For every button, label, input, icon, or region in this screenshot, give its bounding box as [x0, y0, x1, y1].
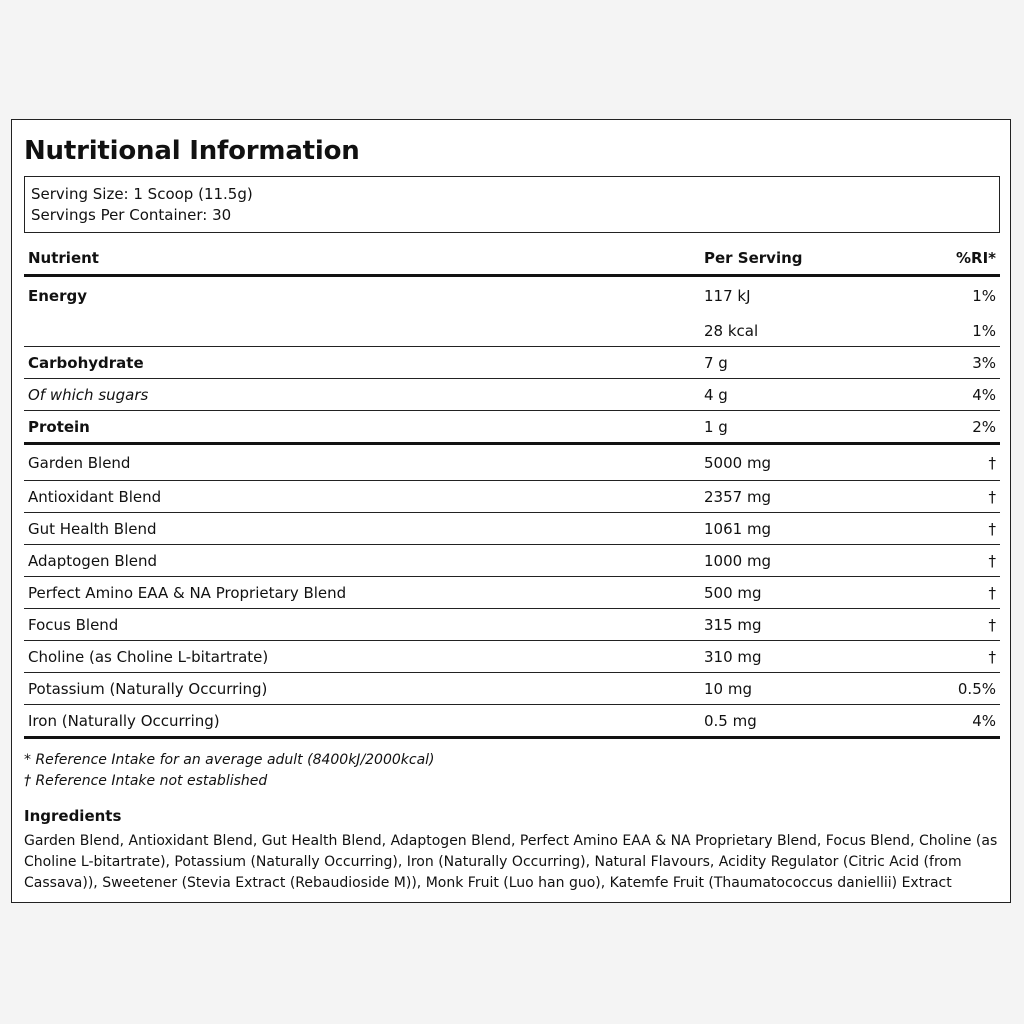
nutrient-name: Garden Blend	[24, 444, 700, 481]
nutrient-amount: 1 g	[700, 411, 908, 444]
nutrient-ri: 1%	[972, 321, 996, 340]
nutrition-label	[11, 119, 1011, 903]
footnote-dagger: † Reference Intake not established	[24, 773, 268, 789]
nutrient-ri: †	[908, 513, 1000, 545]
nutrition-table	[24, 241, 1000, 739]
nutrient-amount: 10 mg	[700, 673, 908, 705]
header-nutrient: Nutrient	[24, 241, 700, 276]
nutrient-name: Carbohydrate	[24, 347, 700, 379]
nutrient-name	[24, 315, 700, 347]
servings-per-container: Servings Per Container: 30	[31, 206, 232, 224]
table-row	[24, 609, 1000, 641]
nutrient-ri: 0.5%	[908, 673, 1000, 705]
footnote-ri: * Reference Intake for an average adult (8400kJ/2000kcal)	[24, 752, 435, 768]
table-row	[24, 379, 1000, 411]
nutrient-name: Protein	[24, 411, 700, 444]
nutrient-amount: 315 mg	[700, 609, 908, 641]
nutrient-ri: 3%	[908, 347, 1000, 379]
nutrient-name: Of which sugars	[24, 379, 700, 411]
table-row	[24, 705, 1000, 738]
nutrient-ri: †	[908, 444, 1000, 481]
nutrient-amount: 310 mg	[700, 641, 908, 673]
nutrient-name: Potassium (Naturally Occurring)	[24, 673, 700, 705]
serving-size: Serving Size: 1 Scoop (11.5g)	[31, 185, 253, 203]
nutrient-ri: †	[908, 545, 1000, 577]
nutrient-ri: 4%	[908, 705, 1000, 738]
footnotes	[24, 750, 435, 792]
header-ri: %RI*	[908, 241, 1000, 276]
table-row	[24, 315, 1000, 347]
nutrient-amount: 5000 mg	[700, 444, 908, 481]
nutrient-amount: 4 g	[700, 379, 908, 411]
nutrient-ri: †	[908, 609, 1000, 641]
nutrient-amount: 500 mg	[700, 577, 908, 609]
nutrient-name: Antioxidant Blend	[24, 481, 700, 513]
table-row	[24, 673, 1000, 705]
table-row	[24, 276, 1000, 316]
table-row	[24, 481, 1000, 513]
nutrient-name: Focus Blend	[24, 609, 700, 641]
table-row	[24, 513, 1000, 545]
table-row	[24, 411, 1000, 444]
nutrient-amount: 117 kJ	[704, 287, 751, 305]
nutrient-amount: 0.5 mg	[700, 705, 908, 738]
nutrient-amount: 2357 mg	[700, 481, 908, 513]
serving-info-box	[24, 176, 1000, 233]
nutrient-name: Perfect Amino EAA & NA Proprietary Blend	[24, 577, 700, 609]
table-row	[24, 577, 1000, 609]
nutrient-ri: 2%	[908, 411, 1000, 444]
nutrient-amount: 28 kcal	[704, 321, 759, 340]
table-row	[24, 347, 1000, 379]
table-row	[24, 444, 1000, 481]
ingredients-text: Garden Blend, Antioxidant Blend, Gut Health Blend, Adaptogen Blend, Perfect Amino EAA & NA Proprietary Blend, Focus Blend, Choline (as Choline L-bitartrate), Potassium (Naturally Occurring), Iron (Naturally Occurring), Natural Flavours, Acidity Regulator (Citric Acid (from Cassava)), Sweetener (Stevia Extract (Rebaudioside M)), Monk Fruit (Luo han guo), Katemfe Fruit (Thaumatococcus daniellii) Extract	[24, 833, 998, 891]
nutrient-ri: †	[908, 577, 1000, 609]
header-per-serving: Per Serving	[700, 241, 908, 276]
nutrient-amount: 1000 mg	[700, 545, 908, 577]
nutrient-amount: 1061 mg	[700, 513, 908, 545]
nutrient-name: Gut Health Blend	[24, 513, 700, 545]
nutrient-name: Choline (as Choline L-bitartrate)	[24, 641, 700, 673]
nutrient-ri: 4%	[908, 379, 1000, 411]
ingredients-heading: Ingredients	[24, 807, 122, 825]
nutrient-name: Iron (Naturally Occurring)	[24, 705, 700, 738]
nutrient-amount: 7 g	[700, 347, 908, 379]
nutrient-ri: †	[908, 481, 1000, 513]
table-row	[24, 641, 1000, 673]
nutrient-name: Energy	[28, 287, 88, 305]
nutrient-ri: 1%	[972, 287, 996, 305]
table-row	[24, 545, 1000, 577]
page-title: Nutritional Information	[24, 136, 360, 166]
nutrient-name: Adaptogen Blend	[24, 545, 700, 577]
nutrient-ri: †	[908, 641, 1000, 673]
